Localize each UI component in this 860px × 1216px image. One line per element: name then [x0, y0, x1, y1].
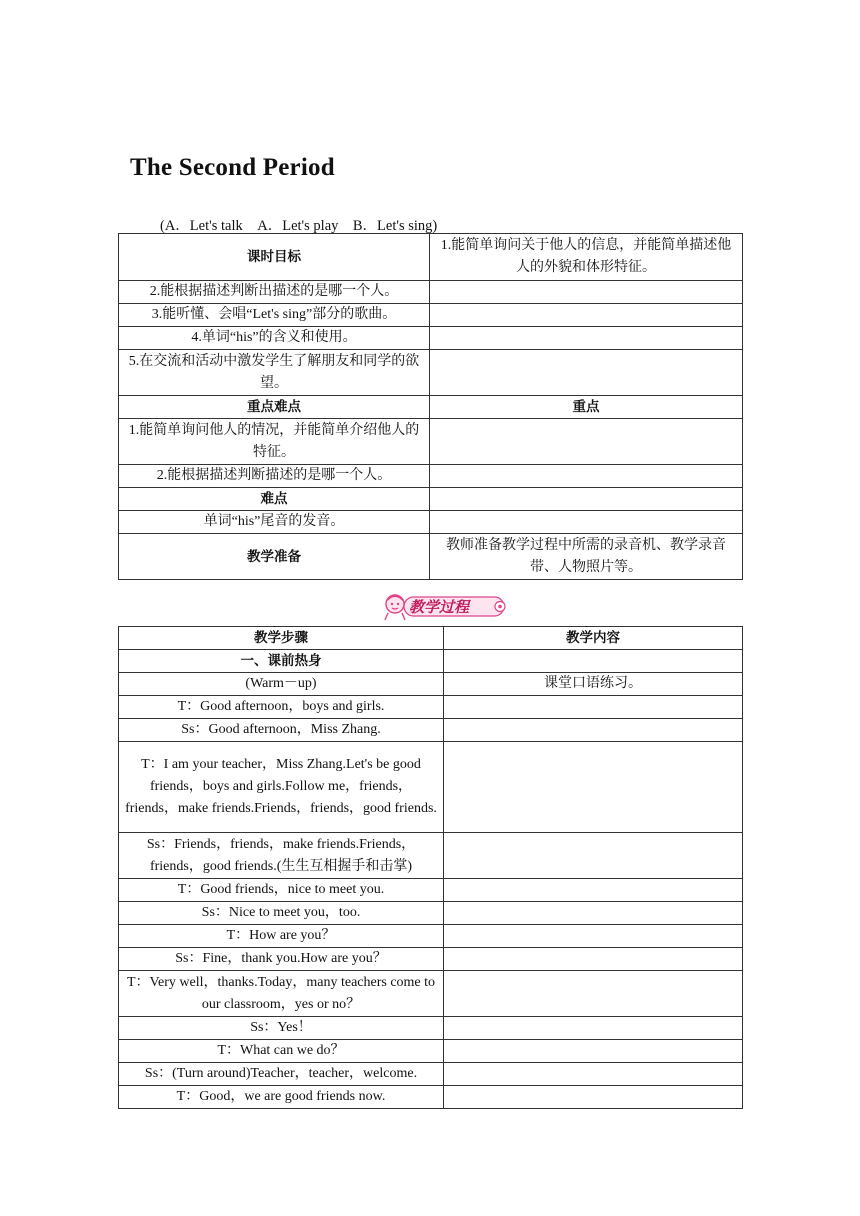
- cell-key-difficult-label: 重点难点: [119, 396, 430, 419]
- table-row: [119, 488, 743, 511]
- cell-preparation-label: 教学准备: [119, 534, 430, 580]
- cell-objectives-text: 1.能简单询问关于他人的信息，并能简单描述他人的外貌和体形特征。: [430, 234, 743, 281]
- table-cell: [430, 350, 743, 396]
- table-row: [119, 925, 743, 948]
- table-row: [119, 971, 743, 1017]
- cell-objectives-label: 课时目标: [119, 234, 430, 281]
- table-cell: 2.能根据描述判断出描述的是哪一个人。: [119, 281, 430, 304]
- table-cell: [430, 304, 743, 327]
- table-row: [119, 419, 743, 465]
- table-cell: T：How are you？: [119, 925, 444, 948]
- table-cell: [430, 327, 743, 350]
- header-steps: 教学步骤: [119, 627, 444, 650]
- table-cell: 4.单词“his”的含义和使用。: [119, 327, 430, 350]
- table-cell: T：Good，we are good friends now.: [119, 1086, 444, 1109]
- table-cell: [444, 742, 743, 833]
- cell-key-points-label: 重点: [430, 396, 743, 419]
- table-cell: [444, 1063, 743, 1086]
- table-cell: [430, 465, 743, 488]
- table-cell: [430, 488, 743, 511]
- cell-warmup-heading: 一、课前热身: [119, 650, 444, 673]
- table-cell: [444, 696, 743, 719]
- table-cell: 课堂口语练习。: [444, 673, 743, 696]
- table-row: [119, 1017, 743, 1040]
- table-row: [119, 465, 743, 488]
- table-cell: Ss：Fine，thank you.How are you？: [119, 948, 444, 971]
- table-cell: [430, 281, 743, 304]
- table-cell: [444, 948, 743, 971]
- table-row: [119, 1086, 743, 1109]
- table-row: [119, 304, 743, 327]
- table-row: [119, 673, 743, 696]
- cell-difficult-points-label: 难点: [119, 488, 430, 511]
- table-cell: [444, 925, 743, 948]
- table-cell: [444, 719, 743, 742]
- table-cell: [430, 419, 743, 465]
- table-cell: Ss：Yes！: [119, 1017, 444, 1040]
- table-row: [119, 948, 743, 971]
- table-row: [119, 396, 743, 419]
- table-row: [119, 696, 743, 719]
- table-cell: 5.在交流和活动中激发学生了解朋友和同学的欲望。: [119, 350, 430, 396]
- section-logo: [382, 590, 510, 622]
- table-row: [119, 833, 743, 879]
- table-row: [119, 534, 743, 580]
- table-row: [119, 879, 743, 902]
- cartoon-girl-icon: [382, 590, 510, 622]
- table-row: [119, 650, 743, 673]
- table-cell: [444, 833, 743, 879]
- table-cell: [444, 1040, 743, 1063]
- table-cell: [430, 511, 743, 534]
- table-row: [119, 281, 743, 304]
- table-row: [119, 719, 743, 742]
- header-content: 教学内容: [444, 627, 743, 650]
- table-cell: Ss：Nice to meet you，too.: [119, 902, 444, 925]
- table-cell: (Warm－up): [119, 673, 444, 696]
- table-row: [119, 350, 743, 396]
- table-row: [119, 1063, 743, 1086]
- section-logo-text: 教学过程: [409, 598, 470, 616]
- table-cell: [444, 971, 743, 1017]
- table-cell: [444, 879, 743, 902]
- table-row: [119, 511, 743, 534]
- table-cell: Ss：Friends，friends，make friends.Friends，friends，good friends.(生生互相握手和击掌): [119, 833, 444, 879]
- cell-preparation-text: 教师准备教学过程中所需的录音机、教学录音带、人物照片等。: [430, 534, 743, 580]
- table-cell: T：Very well，thanks.Today，many teachers come to our classroom，yes or no？: [119, 971, 444, 1017]
- page-title: The Second Period: [130, 154, 335, 181]
- table-cell: 单词“his”尾音的发音。: [119, 511, 430, 534]
- table-cell: T：Good afternoon，boys and girls.: [119, 696, 444, 719]
- table-row: [119, 234, 743, 281]
- lesson-subtitle: (A．Let's talk A．Let's play B．Let's sing): [160, 218, 438, 234]
- table-cell: [444, 1086, 743, 1109]
- table-cell: 3.能听懂、会唱“Let's sing”部分的歌曲。: [119, 304, 430, 327]
- objectives-table: [118, 233, 743, 580]
- table-cell: [444, 1017, 743, 1040]
- table-header-row: [119, 627, 743, 650]
- table-cell: T：Good friends，nice to meet you.: [119, 879, 444, 902]
- table-cell: T：I am your teacher，Miss Zhang.Let's be good friends，boys and girls.Follow me，friends，friends，make friends.Friends，friends，good friends.: [119, 742, 444, 833]
- table-cell: 2.能根据描述判断描述的是哪一个人。: [119, 465, 430, 488]
- table-cell: [444, 902, 743, 925]
- table-cell: Ss：Good afternoon，Miss Zhang.: [119, 719, 444, 742]
- process-table: [118, 626, 743, 1109]
- table-cell: T：What can we do？: [119, 1040, 444, 1063]
- table-row: [119, 742, 743, 833]
- table-cell: Ss：(Turn around)Teacher，teacher，welcome.: [119, 1063, 444, 1086]
- table-row: [119, 1040, 743, 1063]
- table-cell: [444, 650, 743, 673]
- table-row: [119, 327, 743, 350]
- table-cell: 1.能简单询问他人的情况，并能简单介绍他人的特征。: [119, 419, 430, 465]
- table-row: [119, 902, 743, 925]
